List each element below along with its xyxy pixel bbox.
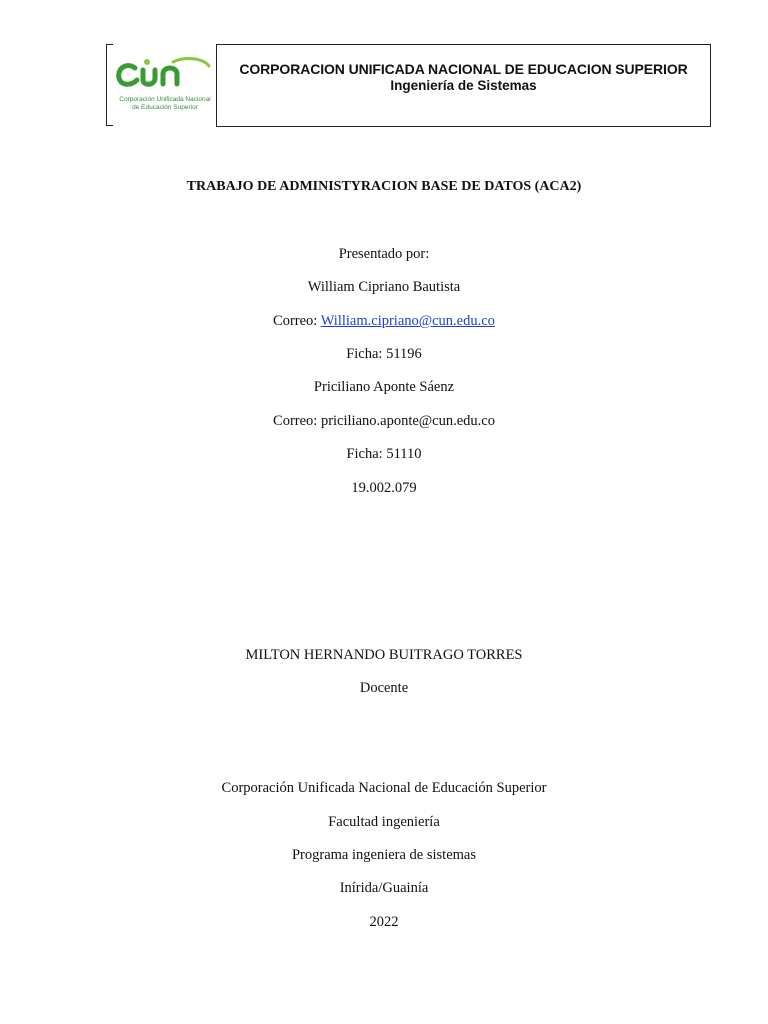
header-title-cell <box>216 44 711 127</box>
student2-name: Priciliano Aponte Sáenz <box>313 379 455 395</box>
cun-logo <box>113 54 213 94</box>
program-name: Ingeniería de Sistemas <box>390 78 537 93</box>
footer-location: Inírida/Guainía <box>339 880 429 896</box>
id-number: 19.002.079 <box>351 480 417 496</box>
student1-email-label: Correo: <box>273 313 321 329</box>
student1-email-link[interactable]: William.cipriano@cun.edu.co <box>320 313 495 329</box>
footer-year: 2022 <box>369 914 399 930</box>
teacher-name: MILTON HERNANDO BUITRAGO TORRES <box>245 647 523 663</box>
institution-name: CORPORACION UNIFICADA NACIONAL DE EDUCACION SUPERIOR <box>239 61 688 77</box>
presented-by-label: Presentado por: <box>338 246 430 262</box>
student1-name: William Cipriano Bautista <box>307 279 461 295</box>
student2-ficha: Ficha: 51110 <box>346 446 422 462</box>
logo-caption-line1: Corporación Unificada Nacional <box>119 96 211 103</box>
document-title: TRABAJO DE ADMINISTYRACION BASE DE DATOS (ACA2) <box>186 179 582 194</box>
logo-caption <box>113 96 217 112</box>
footer-institution: Corporación Unificada Nacional de Educación Superior <box>221 780 547 796</box>
logo-caption-line2: de Educación Superior <box>132 104 198 111</box>
logo-cell <box>106 44 215 126</box>
student1-ficha: Ficha: 51196 <box>346 346 422 362</box>
footer-program: Programa ingeniera de sistemas <box>291 847 476 863</box>
footer-faculty: Facultad ingeniería <box>328 814 440 830</box>
document-header <box>106 44 710 126</box>
teacher-role: Docente <box>359 680 409 696</box>
student2-email-line: Correo: priciliano.aponte@cun.edu.co <box>273 413 495 429</box>
student1-email-line <box>0 312 768 330</box>
